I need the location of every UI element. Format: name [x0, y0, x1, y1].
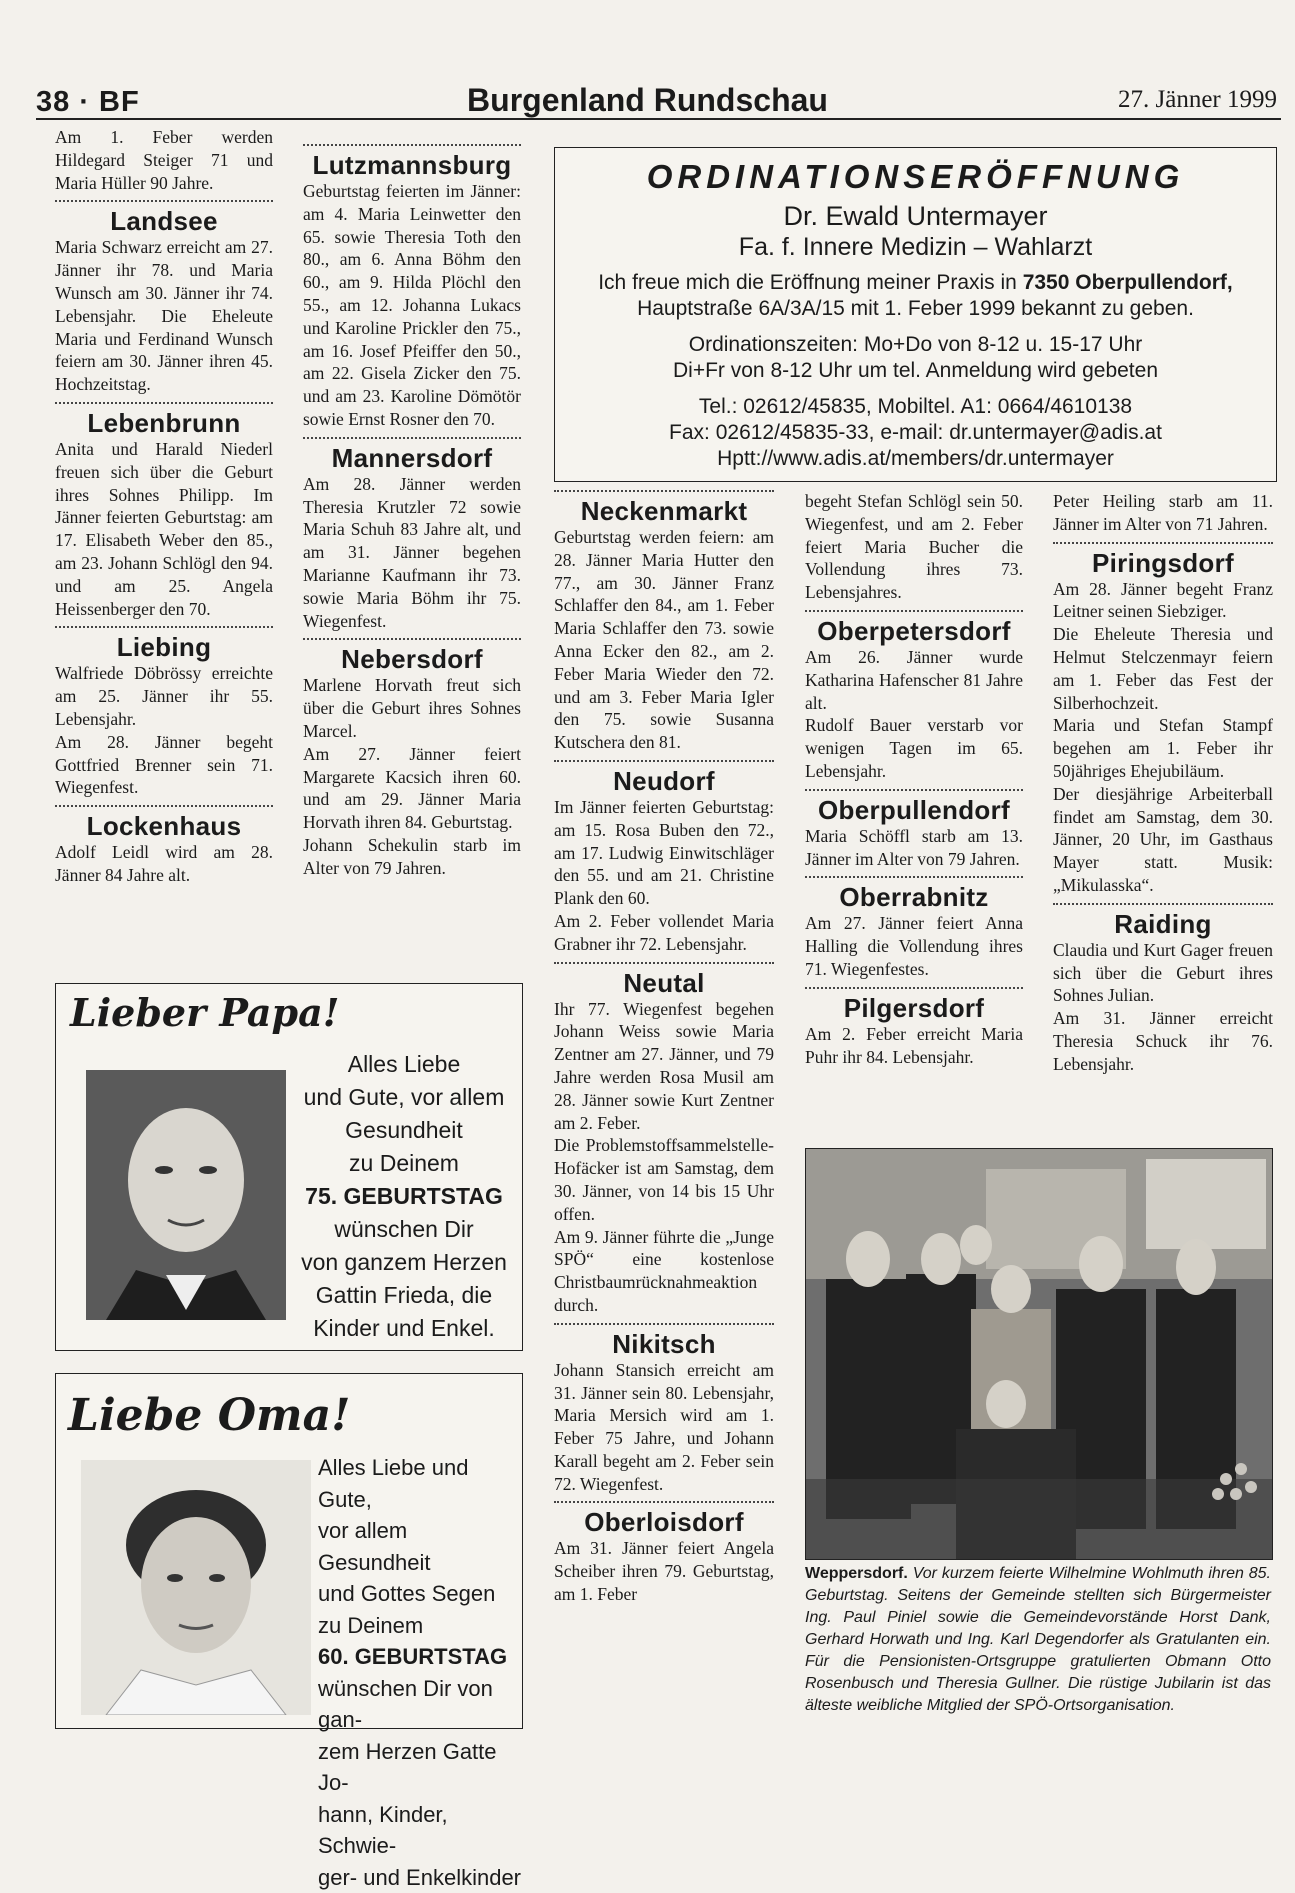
section-text-oberpullendorf: Maria Schöffl starb am 13. Jänner im Alter von 79 Jahren.	[805, 825, 1023, 871]
section-title-raiding: Raiding	[1053, 909, 1273, 939]
section-text-liebing-2: Am 28. Jänner begeht Gottfried Brenner sein 71. Wiegenfest.	[55, 731, 273, 799]
section-text-neutal-2: Die Problemstoffsammelstelle-Hofäcker ist am Samstag, dem 30. Jänner, von 14 bis 15 Uhr offen.	[554, 1134, 774, 1225]
section-text-nebersdorf-3: Johann Schekulin starb im Alter von 79 Jahren.	[303, 834, 521, 880]
section-text-pilgersdorf: Am 2. Feber erreicht Maria Puhr ihr 84. Lebensjahr.	[805, 1023, 1023, 1069]
papa-line-5: 75. GEBURTSTAG	[286, 1180, 522, 1213]
section-text-neckenmarkt: Geburtstag werden feiern: am 28. Jänner Maria Hutter den 77., am 30. Jänner Franz Schlaffer den 84., am 1. Feber Maria Schlaffer den 73. sowie Anna Ecker den 82., am 2. Feber Maria Wieder den 72. und am 3. Feber Maria Igler den 75. sowie Susanna Kutschera den 81.	[554, 526, 774, 754]
section-title-neckenmarkt: Neckenmarkt	[554, 496, 774, 526]
papa-line-7: von ganzem Herzen	[286, 1246, 522, 1279]
issue-date: 27. Jänner 1999	[1118, 86, 1277, 114]
papa-line-1: Alles Liebe	[286, 1048, 522, 1081]
oma-line-2: vor allem Gesundheit	[318, 1515, 522, 1578]
greeting-title-papa: Lieber Papa!	[70, 990, 339, 1035]
papa-line-3: Gesundheit	[286, 1114, 522, 1147]
divider	[554, 962, 774, 964]
divider	[55, 402, 273, 404]
section-text-lebenbrunn: Anita und Harald Niederl freuen sich über die Geburt ihres Sohnes Philipp. Im Jänner feierten Geburtstag: am 17. Elisabeth Weber den 85., am 23. Johann Schlögl den 94. und am 25. Angela Heissenberger den 70.	[55, 438, 273, 620]
section-text-neudorf-2: Am 2. Feber vollendet Maria Grabner ihr 72. Lebensjahr.	[554, 910, 774, 956]
divider	[303, 437, 521, 439]
greeting-ad-papa	[55, 983, 523, 1351]
newspaper-title: Burgenland Rundschau	[0, 82, 1295, 119]
section-text-piringsdorf-3: Maria und Stefan Stampf begehen am 1. Feber ihr 50jähriges Ehejubiläum.	[1053, 714, 1273, 782]
section-text-lutzmannsburg: Geburtstag feierten im Jänner: am 4. Maria Leinwetter den 65. sowie Theresia Toth den 80., am 6. Anna Böhm den 60., am 9. Hilda Plöchl den 55., am 12. Johanna Lukacs und Karoline Prickler den 75., am 16. Josef Pfeiffer den 50., am 22. Gisela Zicker den 75. und am 23. Karoline Dömötör sowie Ernst Rosner den 70.	[303, 180, 521, 431]
section-title-liebing: Liebing	[55, 632, 273, 662]
oma-line-4: zu Deinem	[318, 1610, 522, 1642]
office-hours-2: Di+Fr von 8-12 Uhr um tel. Anmeldung wird gebeten	[555, 358, 1276, 384]
portrait-illustration-papa	[86, 1070, 286, 1320]
section-title-oberpetersdorf: Oberpetersdorf	[805, 616, 1023, 646]
section-title-lockenhaus: Lockenhaus	[55, 811, 273, 841]
section-title-nebersdorf: Nebersdorf	[303, 644, 521, 674]
oma-line-9: ger- und Enkelkinder	[318, 1862, 522, 1893]
papa-line-9: Kinder und Enkel.	[286, 1312, 522, 1345]
opening-line-2: Hauptstraße 6A/3A/15 mit 1. Feber 1999 bekannt zu geben.	[555, 296, 1276, 322]
column-4-intro: begeht Stefan Schlögl sein 50. Wiegenfest, und am 2. Feber feiert Maria Bucher die Vollendung ihres 73. Lebensjahres.	[805, 490, 1023, 604]
oma-line-7: zem Herzen Gatte Jo-	[318, 1736, 522, 1799]
ordination-title: ORDINATIONSERÖFFNUNG	[555, 158, 1276, 196]
divider	[55, 805, 273, 807]
section-text-landsee: Maria Schwarz erreicht am 27. Jänner ihr 78. und Maria Wunsch am 30. Jänner ihr 74. Lebensjahr. Die Eheleute Maria und Ferdinand Wunsch feiern am 30. Jänner ihren 45. Hochzeitstag.	[55, 236, 273, 396]
section-title-mannersdorf: Mannersdorf	[303, 443, 521, 473]
portrait-photo-papa	[86, 1070, 286, 1320]
section-text-piringsdorf: Am 28. Jänner begeht Franz Leitner seinen Siebziger.	[1053, 578, 1273, 624]
section-title-neudorf: Neudorf	[554, 766, 774, 796]
column-4	[805, 490, 1023, 1068]
divider	[805, 876, 1023, 878]
section-text-neutal: Ihr 77. Wiegenfest begehen Johann Weiss sowie Maria Zentner am 27. Jänner, und 79 Jahre werden Rosa Musil am 28. Jänner sowie Kurt Zentner am 2. Feber.	[554, 998, 774, 1135]
ordination-ad	[554, 147, 1277, 482]
section-text-lockenhaus: Adolf Leidl wird am 28. Jänner 84 Jahre alt.	[55, 841, 273, 887]
oma-line-5: 60. GEBURTSTAG	[318, 1641, 522, 1673]
column-3	[554, 490, 774, 1606]
section-title-oberpullendorf: Oberpullendorf	[805, 795, 1023, 825]
divider	[55, 200, 273, 202]
portrait-photo-oma	[81, 1460, 311, 1715]
section-title-piringsdorf: Piringsdorf	[1053, 548, 1273, 578]
column-5	[1053, 490, 1273, 1076]
section-title-lutzmannsburg: Lutzmannsburg	[303, 150, 521, 180]
divider	[805, 610, 1023, 612]
section-text-oberpetersdorf-2: Rudolf Bauer verstarb vor wenigen Tagen im 65. Lebensjahr.	[805, 714, 1023, 782]
section-text-oberrabnitz: Am 27. Jänner feiert Anna Halling die Vollendung ihres 71. Wiegenfestes.	[805, 912, 1023, 980]
contact-web: Hptt://www.adis.at/members/dr.untermayer	[555, 446, 1276, 472]
office-hours-1: Ordinationszeiten: Mo+Do von 8-12 u. 15-17 Uhr	[555, 332, 1276, 358]
section-text-neutal-3: Am 9. Jänner führte die „Junge SPÖ“ eine kostenlose Christbaumrücknahmeaktion durch.	[554, 1226, 774, 1317]
greeting-text-oma	[318, 1452, 522, 1893]
section-text-neudorf: Im Jänner feierten Geburtstag: am 15. Rosa Buben den 72., am 17. Ludwig Einwitschläger den 55. und am 21. Christine Plank den 60.	[554, 796, 774, 910]
group-photo-illustration	[806, 1149, 1272, 1559]
greeting-title-oma: Liebe Oma!	[68, 1390, 350, 1441]
greeting-text-papa	[286, 1048, 522, 1345]
section-text-nebersdorf-2: Am 27. Jänner feiert Margarete Kacsich ihren 60. und am 29. Jänner Maria Horvath ihren 84. Geburtstag.	[303, 743, 521, 834]
portrait-illustration-oma	[81, 1460, 311, 1715]
divider	[554, 760, 774, 762]
greeting-ad-oma	[55, 1373, 523, 1729]
contact-phone: Tel.: 02612/45835, Mobiltel. A1: 0664/4610138	[555, 394, 1276, 420]
section-title-oberloisdorf: Oberloisdorf	[554, 1507, 774, 1537]
column-1-intro: Am 1. Feber werden Hildegard Steiger 71 und Maria Hüller 90 Jahre.	[55, 126, 273, 194]
section-title-landsee: Landsee	[55, 206, 273, 236]
doctor-specialty: Fa. f. Innere Medizin – Wahlarzt	[555, 232, 1276, 262]
header-rule	[36, 118, 1281, 120]
section-title-lebenbrunn: Lebenbrunn	[55, 408, 273, 438]
divider	[805, 789, 1023, 791]
column-5-intro: Peter Heiling starb am 11. Jänner im Alter von 71 Jahren.	[1053, 490, 1273, 536]
divider	[303, 638, 521, 640]
divider	[1053, 542, 1273, 544]
divider	[55, 626, 273, 628]
section-text-raiding: Claudia und Kurt Gager freuen sich über die Geburt ihres Sohnes Julian.	[1053, 939, 1273, 1007]
divider	[1053, 903, 1273, 905]
section-text-raiding-2: Am 31. Jänner erreicht Theresia Schuck ihr 76. Lebensjahr.	[1053, 1007, 1273, 1075]
photo-caption	[805, 1563, 1271, 1717]
section-text-mannersdorf: Am 28. Jänner werden Theresia Krutzler 72 sowie Maria Schuh 83 Jahre alt, und am 31. Jänner begehen Marianne Kaufmann ihr 73. sowie Maria Böhm ihr 75. Wiegenfest.	[303, 473, 521, 633]
section-title-neutal: Neutal	[554, 968, 774, 998]
papa-line-6: wünschen Dir	[286, 1213, 522, 1246]
doctor-name: Dr. Ewald Untermayer	[555, 200, 1276, 232]
column-2	[303, 144, 521, 880]
section-text-liebing: Walfriede Döbrössy erreichte am 25. Jänner ihr 55. Lebensjahr.	[55, 662, 273, 730]
divider	[554, 490, 774, 492]
papa-line-2: und Gute, vor allem	[286, 1081, 522, 1114]
oma-line-1: Alles Liebe und Gute,	[318, 1452, 522, 1515]
contact-fax-email: Fax: 02612/45835-33, e-mail: dr.untermayer@adis.at	[555, 420, 1276, 446]
divider	[805, 987, 1023, 989]
opening-text: Ich freue mich die Eröffnung meiner Praxis in	[598, 271, 1022, 294]
opening-line-1	[555, 270, 1276, 296]
section-title-nikitsch: Nikitsch	[554, 1329, 774, 1359]
divider	[303, 144, 521, 146]
section-text-oberpetersdorf: Am 26. Jänner wurde Katharina Hafenscher 81 Jahre alt.	[805, 646, 1023, 714]
section-text-piringsdorf-2: Die Eheleute Theresia und Helmut Stelczenmayr feiern am 1. Feber das Fest der Silberhochzeit.	[1053, 623, 1273, 714]
divider	[554, 1323, 774, 1325]
column-1	[55, 126, 273, 887]
divider	[554, 1501, 774, 1503]
page-number: 38 · BF	[36, 86, 140, 119]
section-text-piringsdorf-4: Der diesjährige Arbeiterball findet am Samstag, dem 30. Jänner, 20 Uhr, im Gasthaus Mayer statt. Musik: „Mikulasska“.	[1053, 783, 1273, 897]
oma-line-3: und Gottes Segen	[318, 1578, 522, 1610]
section-text-nikitsch: Johann Stansich erreicht am 31. Jänner sein 80. Lebensjahr, Maria Mersich wird am 1. Feber 75 Jahre, und Johann Karall begeht am 2. Feber sein 72. Wiegenfest.	[554, 1359, 774, 1496]
papa-line-4: zu Deinem	[286, 1147, 522, 1180]
caption-place: Weppersdorf.	[805, 1565, 908, 1582]
group-photo	[805, 1148, 1273, 1560]
opening-address: 7350 Oberpullendorf,	[1023, 271, 1233, 294]
oma-line-6: wünschen Dir von gan-	[318, 1673, 522, 1736]
papa-line-8: Gattin Frieda, die	[286, 1279, 522, 1312]
oma-line-8: hann, Kinder, Schwie-	[318, 1799, 522, 1862]
section-title-pilgersdorf: Pilgersdorf	[805, 993, 1023, 1023]
section-text-nebersdorf: Marlene Horvath freut sich über die Geburt ihres Sohnes Marcel.	[303, 674, 521, 742]
caption-text: Vor kurzem feierte Wilhelmine Wohlmuth ihren 85. Geburtstag. Seitens der Gemeinde stellten sich Bürgermeister Ing. Paul Piniel sowie die Gemeindevorstände Horst Dank, Gerhard Horwath und Ing. Karl Degendorfer als Gratulanten ein. Für die Pensionisten-Ortsgruppe gratulierten Obmann Otto Rosenbusch und Theresia Gullner. Die rüstige Jubilarin ist das älteste weibliche Mitglied der SPÖ-Ortsorganisation.	[805, 1565, 1271, 1714]
section-text-oberloisdorf: Am 31. Jänner feiert Angela Scheiber ihren 79. Geburtstag, am 1. Feber	[554, 1537, 774, 1605]
section-title-oberrabnitz: Oberrabnitz	[805, 882, 1023, 912]
